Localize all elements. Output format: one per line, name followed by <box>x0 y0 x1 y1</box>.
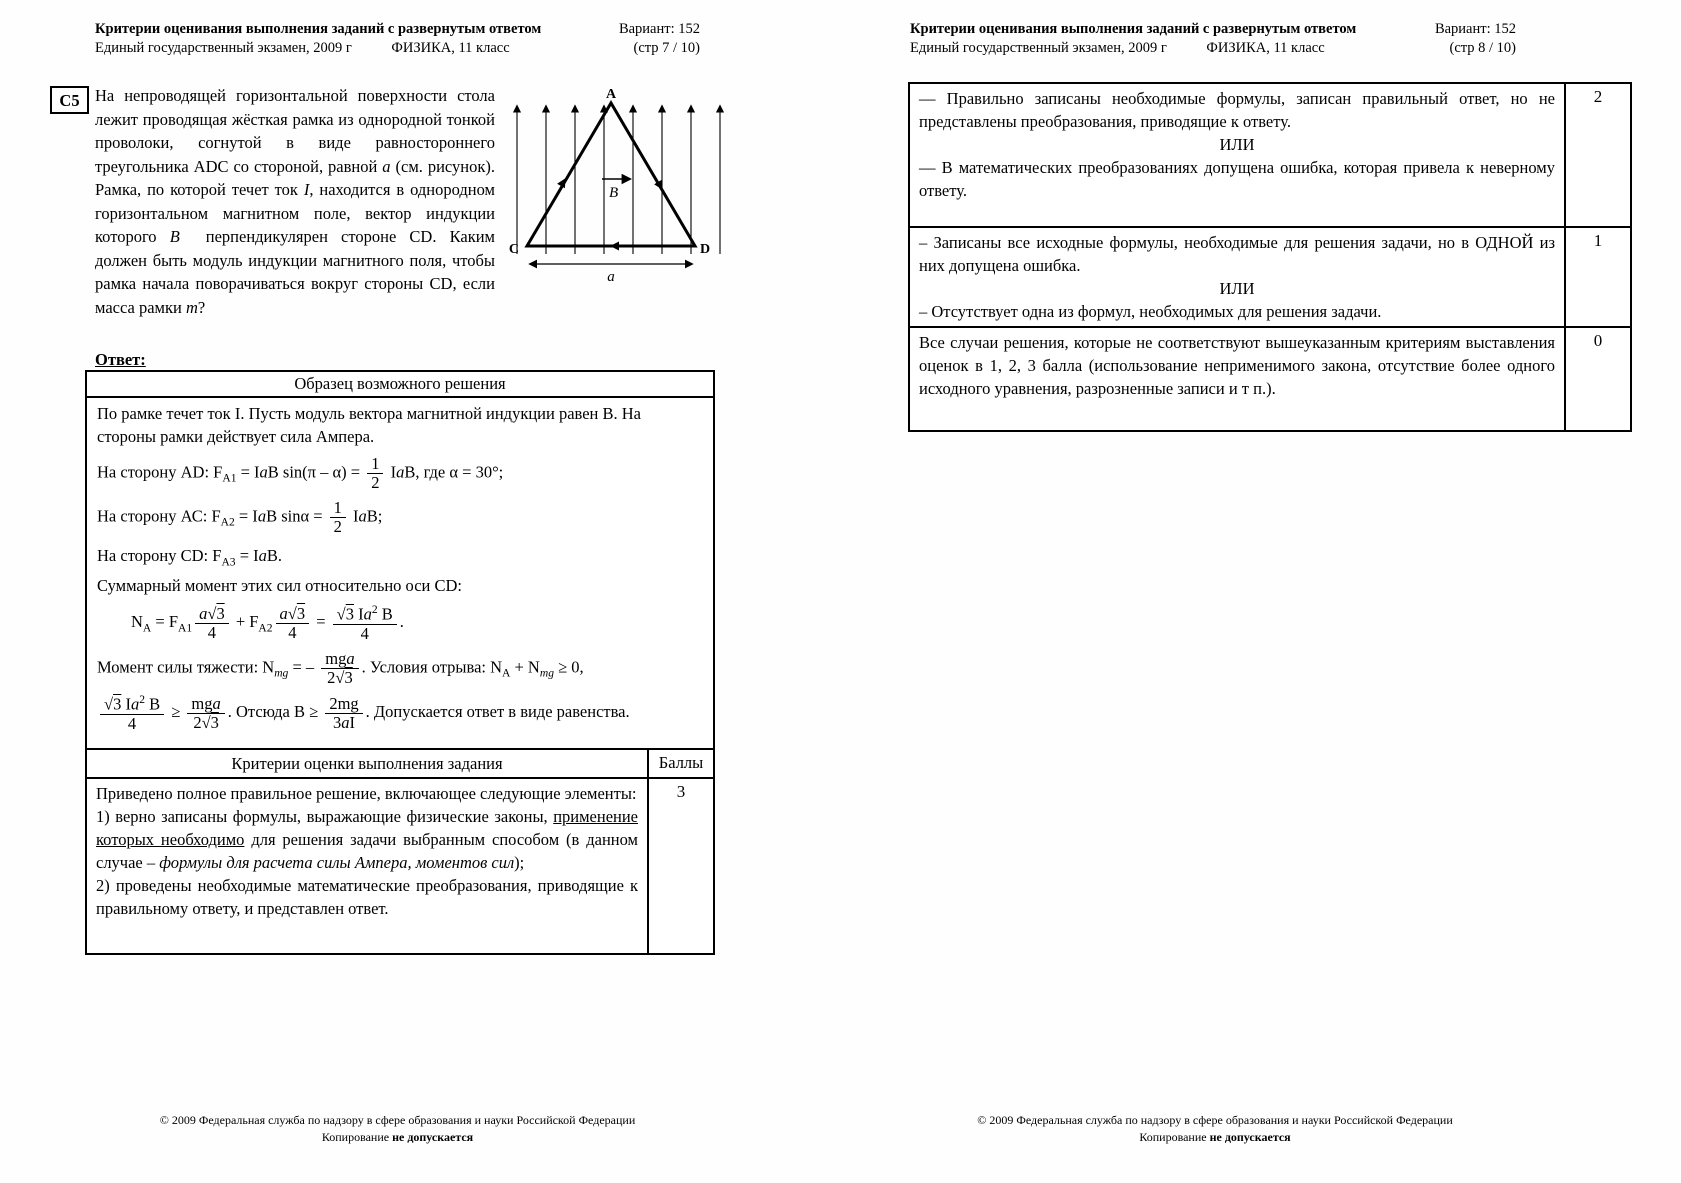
triangle-frame-diagram <box>505 86 745 284</box>
variant-number: Вариант: 152 <box>618 21 700 37</box>
header-main <box>95 20 541 58</box>
answer-tables <box>85 370 715 955</box>
score-value-1: 1 <box>1593 231 1603 250</box>
header-right <box>1435 20 1516 58</box>
page-8 <box>860 20 1640 1160</box>
formula-side-cd: На сторону CD: $F_{А3}$ = IaB. <box>97 545 283 568</box>
or-separator: ИЛИ <box>1219 135 1255 154</box>
criteria-table <box>85 748 715 955</box>
answer-label: Ответ: <box>95 350 146 369</box>
formula-side-ac: На сторону АС: $F_{А2}$ = IaB sinα = $\frac{1}{2}$ IaB; <box>97 498 383 537</box>
exam-name: Единый государственный экзамен, 2009 г <box>95 40 352 56</box>
task-paragraph: На непроводящей горизонтальной поверхности стола лежит проводящая жёсткая рамка из однородной тонкой проволоки, согнутой в виде равностороннего треугольника ADC со стороной, равной a (см. рисунок). Рамка, по которой течет ток I, находится в однородном горизонтальном магнитном поле, вектор индукции которого B⃗ перпендикулярен стороне CD. Каким должен быть модуль индукции магнитного поля, чтобы рамка начала поворачиваться вокруг стороны CD, если масса рамки m? <box>95 86 495 317</box>
field-lines <box>517 106 720 254</box>
page-indicator: (стр 8 / 10) <box>1449 40 1516 56</box>
task-statement <box>95 84 745 319</box>
criteria-2-text <box>910 84 1566 226</box>
header-subtitle <box>95 39 541 58</box>
criteria-2-option-1: — Правильно записаны необходимые формулы, записан правильный ответ, но не представлены преобразования, приводящие к ответу. <box>919 89 1555 131</box>
score-header: Баллы <box>658 752 704 772</box>
solution-line-moment: Суммарный момент этих сил относительно оси CD: <box>97 575 462 595</box>
task-figure-container <box>505 86 745 284</box>
task-label: С5 <box>50 86 89 114</box>
header-right <box>619 20 700 58</box>
criteria-title: Критерии оценивания выполнения заданий с развернутым ответом <box>95 21 542 37</box>
header-main <box>910 20 1356 58</box>
side-length-label: a <box>607 269 615 284</box>
solution-body <box>87 398 713 748</box>
criteria-0-text <box>910 328 1566 430</box>
solution-table-title: Образец возможного решения <box>87 372 713 398</box>
no-copy-bold: не допускается <box>1209 1130 1291 1144</box>
criteria-1-text <box>910 228 1566 326</box>
criteria-row-score-3 <box>87 777 713 953</box>
page-8-footer <box>875 1112 1555 1146</box>
exam-name: Единый государственный экзамен, 2009 г <box>910 40 1167 56</box>
criteria-header: Критерии оценки выполнения задания <box>87 750 649 777</box>
page-7 <box>50 20 750 1160</box>
criteria-1-option-2: – Отсутствует одна из формул, необходимых для решения задачи. <box>919 302 1382 321</box>
criteria-3-line-1: Приведено полное правильное решение, включающее следующие элементы: <box>96 783 637 803</box>
or-separator: ИЛИ <box>1219 279 1255 298</box>
criteria-header-row <box>87 750 713 777</box>
formula-total-moment: $N_А = F_{А1}$ $\frac{a√3}{4}$ + $F_{А2}$ $\frac{a√3}{4}$ = $\frac{√3 Ia^2 B}{4}$ . <box>131 603 404 643</box>
criteria-table-continued <box>908 82 1632 432</box>
formula-gravity-moment: Момент силы тяжести: $N_{mg}$ = – $\frac{\text{mga}}{2√3}$ . Условия отрыва: $N_А + N_{mg} \ge 0$, <box>97 648 584 687</box>
no-copy-line <box>95 1129 700 1146</box>
subject-name: ФИЗИКА, 11 класс <box>1206 40 1325 56</box>
score-value-3: 3 <box>676 781 686 801</box>
no-copy-prefix: Копирование <box>1139 1130 1210 1144</box>
criteria-0-description: Все случаи решения, которые не соответствуют вышеуказанным критериям выставления оценок в 1, 2, 3 балла (использование неприменимого закона, отсутствие более одного исходного уравнения, разрозненные записи и т п.). <box>919 333 1555 398</box>
variant-number: Вариант: 152 <box>1434 21 1516 37</box>
copyright-line: © 2009 Федеральная служба по надзору в сфере образования и науки Российской Федерации <box>977 1113 1453 1127</box>
criteria-3-line-2: 1) верно записаны формулы, выражающие физические законы, применение которых необходимо для решения задачи выбранным способом (в данном случае – формулы для расчета силы Ампера, моментов сил); <box>96 806 638 872</box>
score-value-2: 2 <box>1593 87 1603 106</box>
criteria-row-score-1 <box>910 226 1630 326</box>
criteria-row-score-0 <box>910 326 1630 430</box>
wire-triangle <box>527 103 695 246</box>
vertex-a-label: A <box>605 87 617 102</box>
criteria-row-3-text <box>87 779 649 953</box>
score-value-0: 0 <box>1593 331 1603 350</box>
no-copy-prefix: Копирование <box>321 1130 393 1144</box>
formula-final-answer: $\frac{√3 Ia^2 B}{4}$ ≥ $\frac{\text{mga}}{2√3}$ . Отсюда B ≥ $\frac{2mg}{3aI}$ . Допускается ответ в виде равенства. <box>97 694 703 733</box>
page-indicator: (стр 7 / 10) <box>633 40 700 56</box>
solution-line-intro: По рамке течет ток I. Пусть модуль вектора магнитной индукции равен B. На стороны рамки действует сила Ампера. <box>97 404 642 446</box>
no-copy-bold: не допускается <box>392 1130 474 1144</box>
criteria-row-score-2 <box>910 84 1630 226</box>
criteria-3-line-3: 2) проведены необходимые математические преобразования, приводящие к правильному ответу, и представлен ответ. <box>96 875 638 918</box>
criteria-2-option-2: — В математических преобразованиях допущена ошибка, которая привела к неверному ответу. <box>919 158 1555 200</box>
vertex-d-label: D <box>700 242 711 257</box>
page-8-header <box>910 20 1516 58</box>
criteria-title: Критерии оценивания выполнения заданий с развернутым ответом <box>910 21 1357 37</box>
copyright-line: © 2009 Федеральная служба по надзору в сфере образования и науки Российской Федерации <box>159 1113 636 1127</box>
page-7-header <box>95 20 700 58</box>
subject-name: ФИЗИКА, 11 класс <box>391 40 510 56</box>
header-subtitle <box>910 39 1356 58</box>
page-7-footer <box>95 1112 700 1146</box>
vertex-c-label: C <box>508 242 519 257</box>
criteria-1-option-1: – Записаны все исходные формулы, необходимые для решения задачи, но в ОДНОЙ из них допущена ошибка. <box>919 233 1555 275</box>
no-copy-line <box>875 1129 1555 1146</box>
formula-side-ad: На сторону AD: $F_{А1}$ = IaB sin(π – α) = $\frac{1}{2}$ IaB, где α = 30°; <box>97 454 504 493</box>
task-c5 <box>50 84 750 319</box>
solution-table <box>85 370 715 750</box>
b-vector-label: B <box>609 185 619 201</box>
